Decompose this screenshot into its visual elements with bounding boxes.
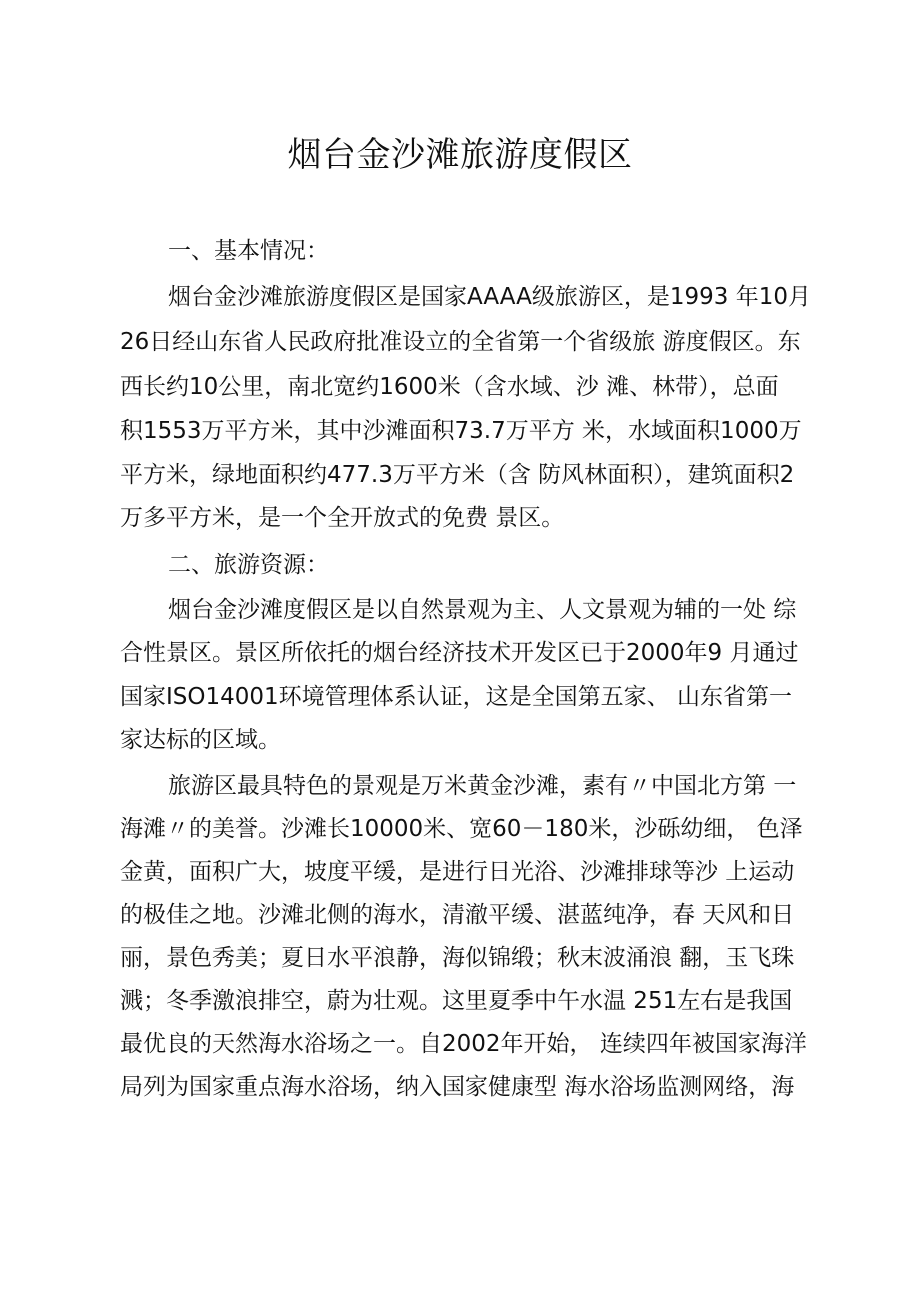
paragraph-line: 万多平方米，是一个全开放式的免费 景区。 — [120, 505, 565, 531]
paragraph-line: 平方米，绿地面积约477.3万平方米（含 防风林面积），建筑面积2 — [120, 462, 795, 488]
paragraph-line: 26日经山东省人民政府批准设立的全省第一个省级旅 游度假区。东 — [120, 329, 801, 355]
paragraph-line: 合性景区。景区所依托的烟台经济技术开发区已于2000年9 月通过 — [120, 640, 799, 666]
paragraph-line: 海滩〃的美誉。沙滩长10000米、宽60－180米，沙砾幼细， 色泽 — [120, 816, 803, 842]
paragraph-line: 最优良的天然海水浴场之一。自2002年开始， 连续四年被国家海洋 — [120, 1031, 807, 1057]
paragraph-line: 烟台金沙滩旅游度假区是国家AAAA级旅游区，是1993 年10月 — [168, 284, 811, 310]
paragraph-line: 金黄，面积广大，坡度平缓，是进行日光浴、沙滩排球等沙 上运动 — [120, 859, 795, 885]
paragraph-line: 旅游区最具特色的景观是万米黄金沙滩，素有〃中国北方第 一 — [168, 773, 797, 799]
paragraph-line: 家达标的区域。 — [120, 727, 281, 753]
paragraph-line: 的极佳之地。沙滩北侧的海水，清澈平缓、湛蓝纯净，春 天风和日 — [120, 902, 795, 928]
paragraph-line: 国家ISO14001环境管理体系认证，这是全国第五家、 山东省第一 — [120, 684, 792, 710]
section-heading-resources: 二、旅游资源： — [168, 552, 329, 578]
paragraph-line: 丽，景色秀美；夏日水平浪静，海似锦缎；秋末波涌浪 翻，玉飞珠 — [120, 945, 795, 971]
document-title: 烟台金沙滩旅游度假区 — [287, 135, 633, 175]
paragraph-line: 溅；冬季激浪排空，蔚为壮观。这里夏季中午水温 251左右是我国 — [120, 988, 793, 1014]
paragraph-line: 积1553万平方米，其中沙滩面积73.7万平方 米，水域面积1000万 — [120, 418, 802, 444]
section-heading-basic: 一、基本情况： — [168, 238, 329, 264]
paragraph-line: 烟台金沙滩度假区是以自然景观为主、人文景观为辅的一处 综 — [168, 597, 797, 623]
paragraph-line: 西长约10公里，南北宽约1600米（含水域、沙 滩、林带），总面 — [120, 374, 779, 400]
paragraph-line: 局列为国家重点海水浴场，纳入国家健康型 海水浴场监测网络，海 — [120, 1074, 795, 1100]
